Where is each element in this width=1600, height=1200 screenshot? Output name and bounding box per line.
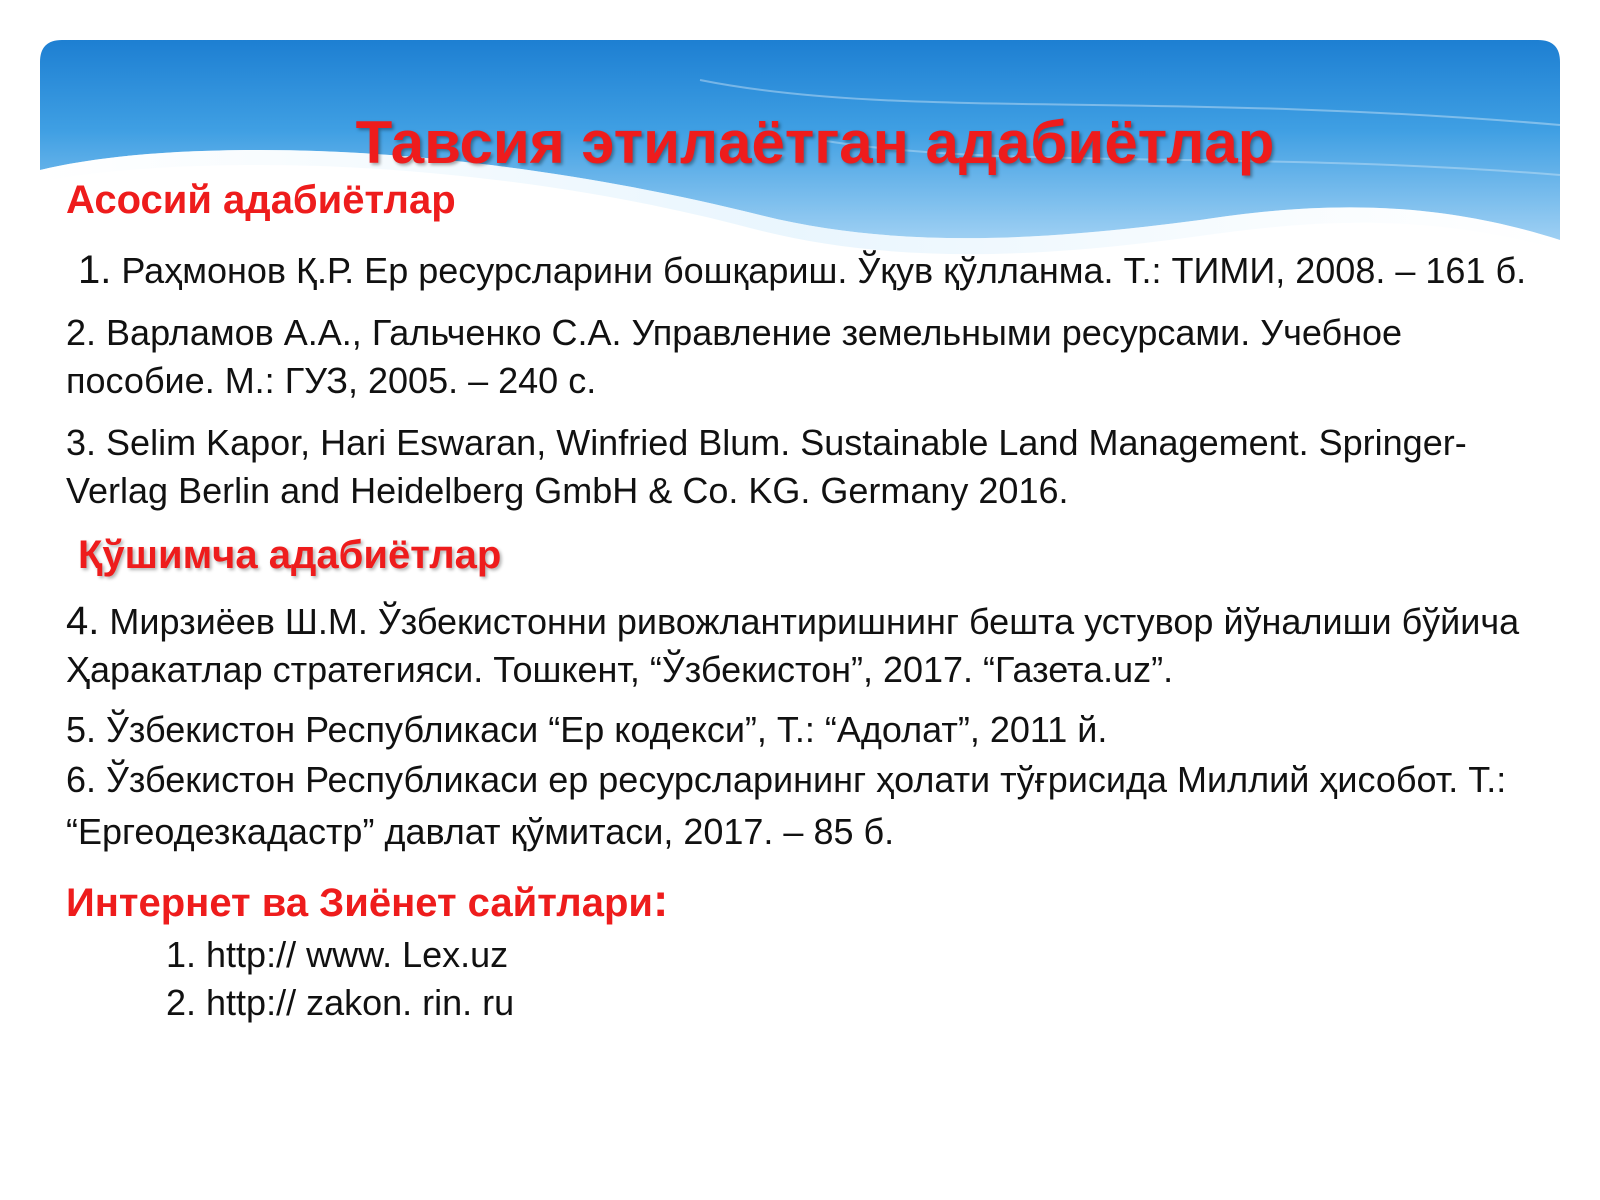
reference-item: [66, 597, 1536, 694]
reference-number: 5.: [66, 709, 97, 750]
reference-number: 4.: [66, 599, 100, 643]
additional-literature-heading: Қўшимча адабиётлар: [78, 533, 502, 577]
slide-title: Тавсия этилаётган адабиётлар: [355, 109, 1275, 176]
reference-number: 1.: [78, 248, 112, 292]
reference-item: [66, 706, 1536, 754]
reference-text: Ўзбекистон Республикаси “Ер кодекси”, Т.: “Адолат”, 2011 й.: [96, 709, 1108, 750]
website-link[interactable]: 1. http:// www. Lex.uz: [166, 934, 509, 975]
internet-sites-heading: [66, 872, 1536, 931]
reference-number: 2.: [66, 312, 97, 353]
reference-number: 3.: [66, 422, 97, 463]
main-literature-heading: Асосий адабиётлар: [66, 178, 456, 222]
reference-text: Selim Kapor, Hari Eswaran, Winfried Blum. Sustainable Land Management. Springer-Verlag Berlin and Heidelberg GmbH & Co. KG. Germany 2016.: [66, 422, 1467, 511]
reference-text: Варламов А.А., Гальченко С.А. Управление земельными ресурсами. Учебное пособие. М.: ГУЗ, 2005. – 240 с.: [66, 312, 1403, 401]
reference-item: [66, 309, 1536, 405]
internet-heading-text: Интернет ва Зиёнет сайтлари: [66, 881, 653, 925]
reference-text: Раҳмонов Қ.Р. Ер ресурсларини бошқариш. Ўқув қўлланма. Т.: ТИМИ, 2008. – 161 б.: [111, 250, 1527, 291]
content-area: [66, 172, 1536, 1027]
reference-number: 6.: [66, 759, 97, 800]
internet-heading-colon: :: [652, 874, 669, 926]
website-link[interactable]: 2. http:// zakon. rin. ru: [166, 982, 515, 1023]
reference-item: [66, 419, 1536, 515]
reference-text: Мирзиёев Ш.М. Ўзбекистонни ривожлантиришнинг бешта устувор йўналиши бўйича Ҳаракатлар стратегияси. Тошкент, “Ўзбекистон”, 2017. “Газета.uz”.: [66, 601, 1520, 690]
reference-text: Ўзбекистон Республикаси ер ресурсларининг ҳолати тўғрисида Миллий ҳисобот. Т.: “Ергеодезкадастр” давлат қўмитаси, 2017. – 85 б.: [66, 759, 1507, 852]
reference-item: [66, 754, 1536, 858]
reference-item: [66, 246, 1536, 295]
